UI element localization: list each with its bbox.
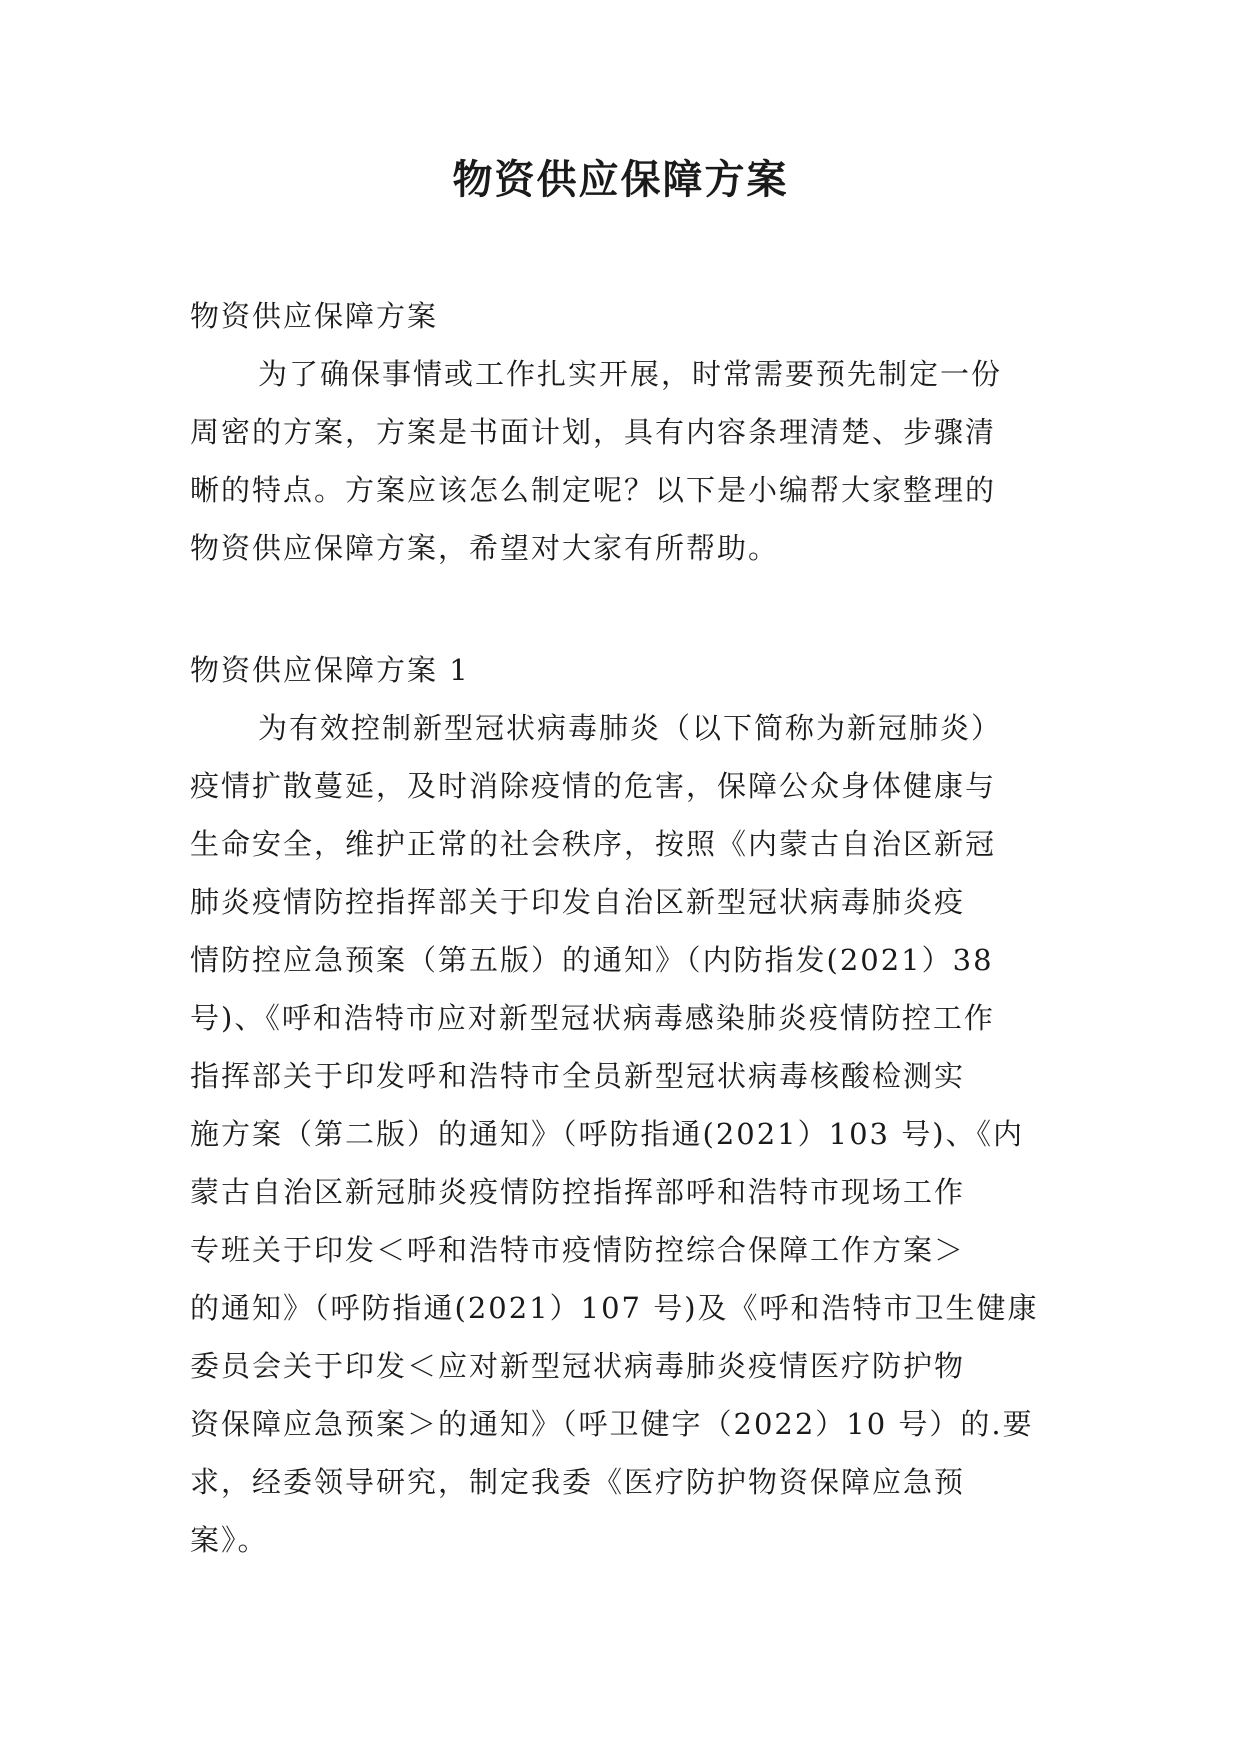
section-line: 情防控应急预案（第五版）的通知》（内防指发(2021）38 xyxy=(190,943,994,977)
section-line: 肺炎疫情防控指挥部关于印发自治区新型冠状病毒肺炎疫 xyxy=(190,885,966,919)
subtitle: 物资供应保障方案 xyxy=(190,299,439,333)
section-line: 求，经委领导研究，制定我委《医疗防护物资保障应急预 xyxy=(190,1465,966,1499)
section-line: 生命安全，维护正常的社会秩序，按照《内蒙古自治区新冠 xyxy=(190,827,997,861)
section-line: 专班关于印发＜呼和浩特市疫情防控综合保障工作方案＞ xyxy=(190,1233,966,1267)
section-line: 委员会关于印发＜应对新型冠状病毒肺炎疫情医疗防护物 xyxy=(190,1349,966,1383)
intro-line: 周密的方案，方案是书面计划，具有内容条理清楚、步骤清 xyxy=(190,415,997,449)
intro-line: 为了确保事情或工作扎实开展，时常需要预先制定一份 xyxy=(258,357,1003,391)
intro-section xyxy=(190,287,1060,577)
section-line: 疫情扩散蔓延，及时消除疫情的危害，保障公众身体健康与 xyxy=(190,769,997,803)
document-title: 物资供应保障方案 xyxy=(452,157,789,203)
intro-line: 物资供应保障方案，希望对大家有所帮助。 xyxy=(190,531,780,565)
intro-line: 晰的特点。方案应该怎么制定呢？以下是小编帮大家整理的 xyxy=(190,473,997,507)
section-line: 的通知》（呼防指通(2021）107 号)及《呼和浩特市卫生健康 xyxy=(190,1291,1039,1325)
section-line: 为有效控制新型冠状病毒肺炎（以下简称为新冠肺炎） xyxy=(258,711,1003,745)
section-line: 号)、《呼和浩特市应对新型冠状病毒感染肺炎疫情防控工作 xyxy=(190,1001,995,1035)
section-line: 指挥部关于印发呼和浩特市全员新型冠状病毒核酸检测实 xyxy=(190,1059,966,1093)
section-line: 施方案（第二版）的通知》（呼防指通(2021）103 号)、《内 xyxy=(190,1117,1025,1151)
section-line: 资保障应急预案＞的通知》（呼卫健字（2022）10 号）的.要 xyxy=(190,1407,1034,1441)
section-1 xyxy=(190,641,1060,1569)
section-heading: 物资供应保障方案 1 xyxy=(190,653,470,687)
section-line: 蒙古自治区新冠肺炎疫情防控指挥部呼和浩特市现场工作 xyxy=(190,1175,966,1209)
section-line: 案》。 xyxy=(190,1523,269,1557)
